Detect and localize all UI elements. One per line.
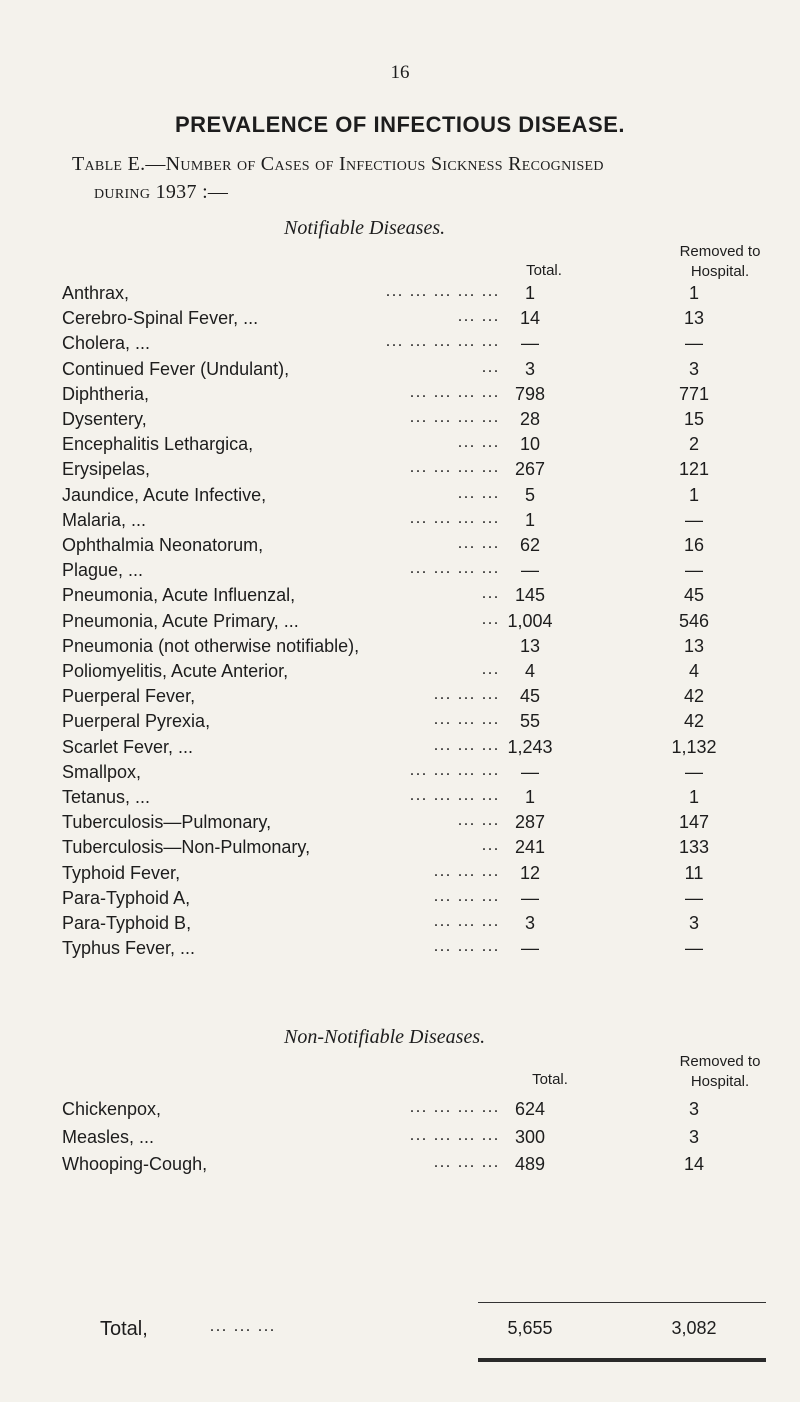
total-cell: 267 — [514, 459, 546, 480]
total-cell: 62 — [519, 535, 541, 555]
caption-year: 1937 — [155, 181, 197, 203]
leader-dots: ... ... ... ... — [410, 787, 500, 804]
grand-total-row — [100, 1318, 800, 1345]
disease-name: Tuberculosis—Pulmonary, — [62, 812, 272, 833]
notifiable-col-removed-line1: Removed to — [679, 243, 761, 260]
table-row — [62, 711, 782, 738]
disease-name: Anthrax, — [62, 283, 130, 303]
leader-dots: ... ... ... ... ... — [386, 283, 500, 300]
disease-name: Cerebro-Spinal Fever, ... — [62, 308, 259, 329]
leader-dots: ... ... ... ... — [410, 560, 500, 578]
table-row — [62, 359, 782, 386]
leader-dots: ... ... ... ... — [410, 383, 500, 401]
table-row — [62, 1099, 782, 1126]
table-row — [62, 762, 782, 789]
disease-name: Whooping-Cough, — [62, 1154, 208, 1175]
disease-name: Tetanus, ... — [62, 787, 151, 807]
leader-dots: ... — [482, 585, 500, 603]
removed-cell: — — [685, 560, 703, 581]
disease-name: Erysipelas, — [62, 459, 151, 480]
removed-cell: 42 — [683, 711, 705, 732]
leader-dots: ... ... — [458, 812, 500, 830]
leader-dots: ... ... ... ... — [410, 409, 500, 426]
disease-name: Pneumonia, Acute Influenzal, — [62, 585, 296, 606]
page-number: 16 — [390, 62, 410, 83]
leader-dots: ... ... ... ... — [410, 1126, 500, 1144]
disease-name: Ophthalmia Neonatorum, — [62, 535, 264, 555]
total-cell: 3 — [524, 913, 535, 933]
leader-dots: ... ... ... ... — [410, 509, 500, 527]
total-cell: — — [521, 938, 539, 959]
table-row — [62, 888, 782, 915]
disease-name: Puerperal Fever, — [62, 686, 196, 707]
disease-name: Jaundice, Acute Infective, — [62, 484, 267, 505]
disease-name: Poliomyelitis, Acute Anterior, — [62, 661, 289, 681]
total-cell: 241 — [514, 837, 546, 858]
leader-dots: ... ... — [458, 434, 500, 452]
leader-dots: ... ... ... — [434, 686, 500, 704]
table-row — [62, 812, 782, 839]
total-cell: 12 — [519, 862, 541, 883]
disease-name: Continued Fever (Undulant), — [62, 358, 290, 379]
total-cell: 145 — [514, 585, 546, 606]
total-cell: 624 — [514, 1099, 546, 1119]
removed-cell: 121 — [678, 459, 710, 480]
removed-cell: 3 — [688, 913, 699, 933]
disease-name: Typhus Fever, ... — [62, 938, 196, 959]
bottom-bar — [478, 1358, 766, 1362]
total-cell: 1 — [524, 283, 535, 303]
removed-cell: 147 — [678, 812, 710, 833]
leader-dots: ... ... ... — [434, 711, 500, 729]
table-row — [62, 283, 782, 310]
non-notifiable-col-removed — [665, 1052, 775, 1092]
total-cell: 5 — [524, 484, 535, 505]
table-caption — [72, 150, 772, 206]
table-row — [62, 308, 782, 335]
table-row — [62, 636, 782, 663]
total-cell: 1 — [524, 787, 535, 807]
notifiable-col-removed — [665, 242, 775, 282]
table-row — [62, 787, 782, 814]
total-cell: — — [521, 560, 539, 581]
table-row — [62, 611, 782, 638]
leader-dots: ... ... ... ... — [410, 459, 500, 477]
table-row — [62, 938, 782, 965]
removed-cell: 13 — [683, 635, 705, 656]
leader-dots: ... — [482, 661, 500, 678]
leader-dots: ... ... ... — [434, 736, 500, 754]
table-row — [62, 459, 782, 486]
total-cell: 798 — [514, 383, 546, 404]
disease-name: Scarlet Fever, ... — [62, 736, 194, 757]
removed-cell: 771 — [678, 383, 710, 404]
total-cell: 287 — [514, 812, 546, 833]
disease-name: Encephalitis Lethargica, — [62, 434, 254, 455]
table-row — [62, 913, 782, 940]
total-cell: 10 — [519, 434, 541, 455]
disease-name: Smallpox, — [62, 761, 142, 782]
removed-cell: 11 — [684, 862, 704, 883]
disease-name: Plague, ... — [62, 560, 144, 581]
non-notifiable-col-removed-line1: Removed to — [679, 1053, 761, 1070]
leader-dots: ... ... ... ... ... — [386, 333, 500, 351]
disease-name: Malaria, ... — [62, 509, 147, 530]
leader-dots: ... ... ... ... — [410, 761, 500, 779]
leader-dots: ... ... — [458, 484, 500, 502]
removed-cell: 1 — [688, 283, 699, 303]
removed-cell: 3 — [688, 1099, 699, 1119]
total-cell: 489 — [514, 1154, 546, 1175]
disease-name: Chickenpox, — [62, 1099, 162, 1119]
table-row — [62, 737, 782, 764]
grand-total-total: 5,655 — [507, 1318, 553, 1338]
leader-dots: ... ... ... — [434, 862, 500, 880]
grand-total-removed: 3,082 — [671, 1318, 717, 1338]
total-cell: 1,243 — [507, 736, 553, 757]
total-cell: 4 — [524, 661, 535, 681]
non-notifiable-col-removed-line2: Hospital. — [690, 1073, 750, 1090]
caption-during: during — [94, 181, 151, 203]
total-cell: 45 — [519, 686, 541, 707]
table-row — [62, 384, 782, 411]
removed-cell: 3 — [688, 1126, 699, 1147]
leader-dots: ... ... — [458, 535, 500, 552]
total-cell: — — [521, 761, 539, 782]
disease-name: Pneumonia (not otherwise notifiable), — [62, 635, 360, 656]
total-cell: 13 — [519, 635, 541, 656]
removed-cell: 16 — [683, 535, 705, 555]
removed-cell: — — [685, 887, 703, 908]
caption-suffix: :— — [196, 181, 229, 203]
notifiable-col-total: Total. — [526, 262, 562, 279]
total-cell: 14 — [519, 308, 541, 329]
grand-total-label: Total, — [100, 1318, 148, 1340]
removed-cell: 13 — [683, 308, 705, 329]
total-cell: — — [521, 333, 539, 354]
total-cell: 28 — [519, 409, 541, 429]
table-row — [62, 837, 782, 864]
removed-cell: 3 — [688, 358, 699, 379]
disease-name: Tuberculosis—Non-Pulmonary, — [62, 837, 311, 858]
table-row — [62, 1154, 782, 1181]
page-title: PREVALENCE OF INFECTIOUS DISEASE. — [174, 112, 626, 137]
disease-name: Dysentery, — [62, 409, 147, 429]
notifiable-heading: Notifiable Diseases. — [284, 217, 446, 239]
total-rule — [478, 1302, 766, 1303]
disease-name: Diphtheria, — [62, 383, 150, 404]
removed-cell: 45 — [683, 585, 705, 606]
removed-cell: 1 — [688, 787, 699, 807]
table-row — [62, 560, 782, 587]
leader-dots: ... ... ... — [434, 1154, 500, 1172]
total-cell: 1,004 — [507, 610, 553, 631]
leader-dots: ... — [482, 358, 500, 376]
total-cell: 55 — [519, 711, 541, 732]
removed-cell: — — [685, 333, 703, 354]
removed-cell: — — [685, 509, 703, 530]
table-row — [62, 1127, 782, 1154]
notifiable-col-removed-line2: Hospital. — [690, 263, 750, 280]
table-row — [62, 661, 782, 688]
leader-dots: ... ... — [458, 308, 500, 326]
table-row — [62, 333, 782, 360]
leader-dots: ... ... ... — [434, 887, 500, 905]
caption-line-2 — [72, 178, 772, 206]
removed-cell: 1 — [688, 484, 699, 505]
removed-cell: 1,132 — [671, 736, 717, 757]
table-row — [62, 434, 782, 461]
total-cell: 1 — [524, 509, 535, 530]
leader-dots: ... ... ... — [434, 913, 500, 930]
caption-line-1: Table E.—Number of Cases of Infectious Sickness Recognised — [72, 153, 604, 175]
removed-cell: 546 — [678, 610, 710, 631]
leader-dots: ... ... ... — [434, 938, 500, 956]
table-row — [62, 686, 782, 713]
non-notifiable-col-total: Total. — [532, 1071, 568, 1088]
total-cell: — — [521, 887, 539, 908]
removed-cell: 133 — [678, 837, 710, 858]
leader-dots: ... — [482, 610, 500, 628]
disease-name: Typhoid Fever, — [62, 862, 181, 883]
removed-cell: — — [685, 938, 703, 959]
table-row — [62, 409, 782, 436]
total-cell: 300 — [514, 1126, 546, 1147]
table-row — [62, 510, 782, 537]
removed-cell: 4 — [688, 661, 699, 681]
disease-name: Puerperal Pyrexia, — [62, 711, 211, 732]
disease-name: Pneumonia, Acute Primary, ... — [62, 610, 299, 631]
leader-dots: ... ... ... ... — [410, 1099, 500, 1116]
total-cell: 3 — [524, 358, 535, 379]
table-row — [62, 535, 782, 562]
removed-cell: 42 — [683, 686, 705, 707]
table-row — [62, 863, 782, 890]
removed-cell: — — [685, 761, 703, 782]
removed-cell: 2 — [688, 434, 699, 455]
disease-name: Cholera, ... — [62, 333, 151, 354]
table-row — [62, 485, 782, 512]
disease-name: Measles, ... — [62, 1126, 155, 1147]
leader-dots: ... — [482, 837, 500, 855]
removed-cell: 14 — [683, 1154, 705, 1175]
non-notifiable-heading: Non-Notifiable Diseases. — [284, 1026, 486, 1048]
grand-total-dots: ... ... ... — [210, 1318, 276, 1335]
table-row — [62, 585, 782, 612]
removed-cell: 15 — [683, 409, 705, 429]
disease-name: Para-Typhoid B, — [62, 913, 192, 933]
disease-name: Para-Typhoid A, — [62, 887, 191, 908]
